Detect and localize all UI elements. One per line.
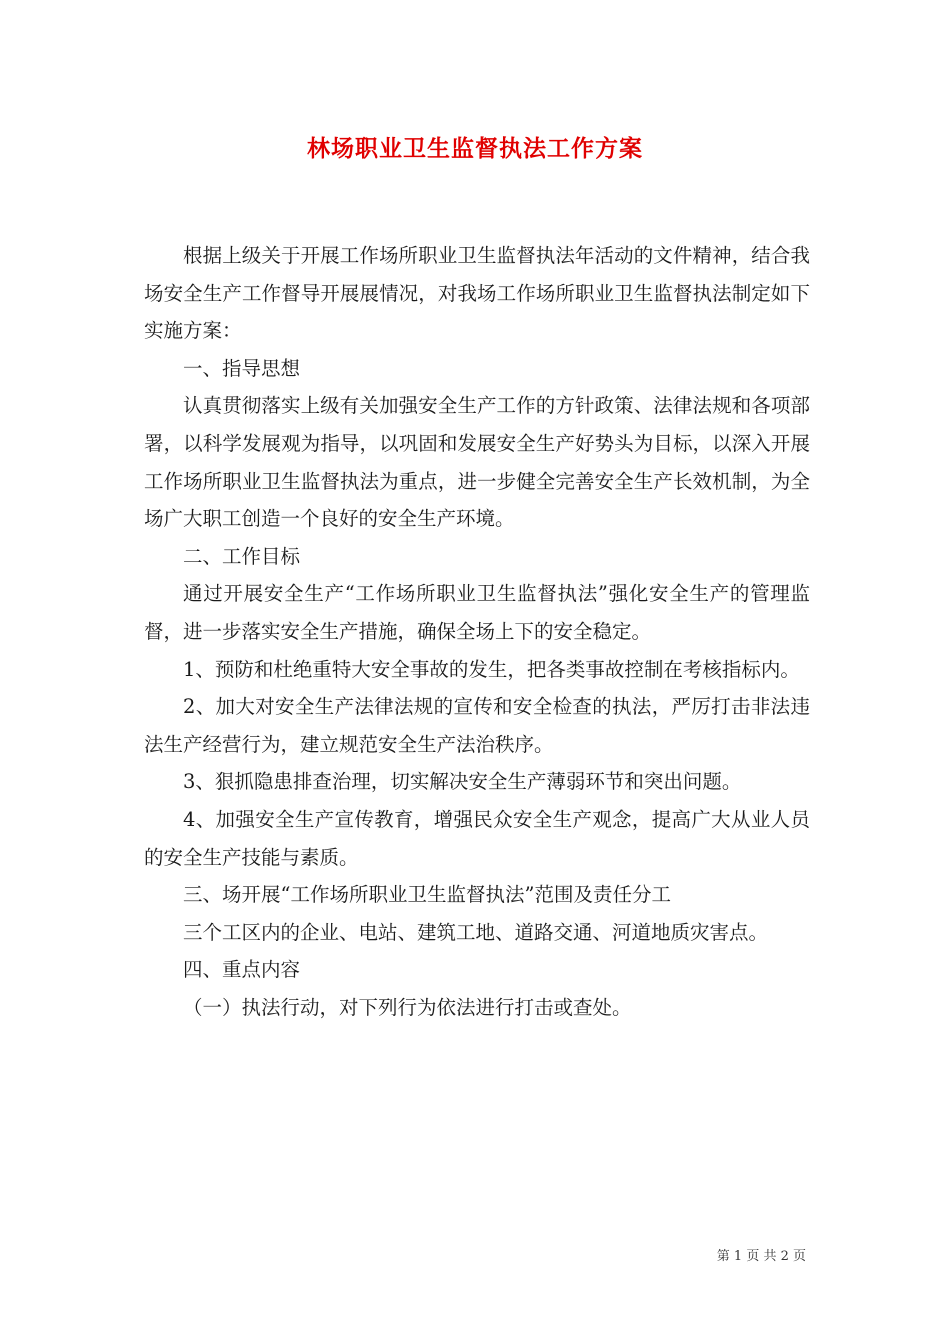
heading-scope: 三、场开展“工作场所职业卫生监督执法”范围及责任分工 — [183, 883, 671, 907]
heading-guiding-ideology: 一、指导思想 — [183, 356, 301, 380]
document-title: 林场职业卫生监督执法工作方案 — [307, 135, 643, 162]
list-item-goal-3: 3、狠抓隐患排查治理，切实解决安全生产薄弱环节和突出问题。 — [183, 770, 742, 794]
list-item-goal-4: 4、加强安全生产宣传教育，增强民众安全生产观念，提高广大从业人员的安全生产技能与素质。 — [144, 807, 810, 869]
list-item-goal-1: 1、预防和杜绝重特大安全事故的发生，把各类事故控制在考核指标内。 — [183, 657, 800, 681]
list-item-goal-2: 2、加大对安全生产法律法规的宣传和安全检查的执法，严厉打击非法违法生产经营行为，建立规范安全生产法治秩序。 — [144, 695, 810, 756]
document-body — [144, 237, 810, 1026]
paragraph-work-goals: 通过开展安全生产“工作场所职业卫生监督执法”强化安全生产的管理监督，进一步落实安全生产措施，确保全场上下的安全稳定。 — [144, 582, 810, 643]
paragraph-enforcement: （一）执法行动，对下列行为依法进行打击或查处。 — [183, 995, 632, 1019]
paragraph-scope: 三个工区内的企业、电站、建筑工地、道路交通、河道地质灾害点。 — [183, 920, 769, 944]
heading-work-goals: 二、工作目标 — [183, 544, 301, 568]
paragraph-guiding-ideology: 认真贯彻落实上级有关加强安全生产工作的方针政策、法律法规和各项部署，以科学发展观为指导，以巩固和发展安全生产好势头为目标，以深入开展工作场所职业卫生监督执法为重点，进一步健全完善安全生产长效机制，为全场广大职工创造一个良好的安全生产环境。 — [144, 394, 810, 531]
heading-key-content: 四、重点内容 — [183, 958, 301, 982]
paragraph-intro: 根据上级关于开展工作场所职业卫生监督执法年活动的文件精神，结合我场安全生产工作督导开展展情况，对我场工作场所职业卫生监督执法制定如下实施方案： — [144, 244, 810, 343]
page-number: 第 1 页 共 2 页 — [716, 1249, 806, 1264]
